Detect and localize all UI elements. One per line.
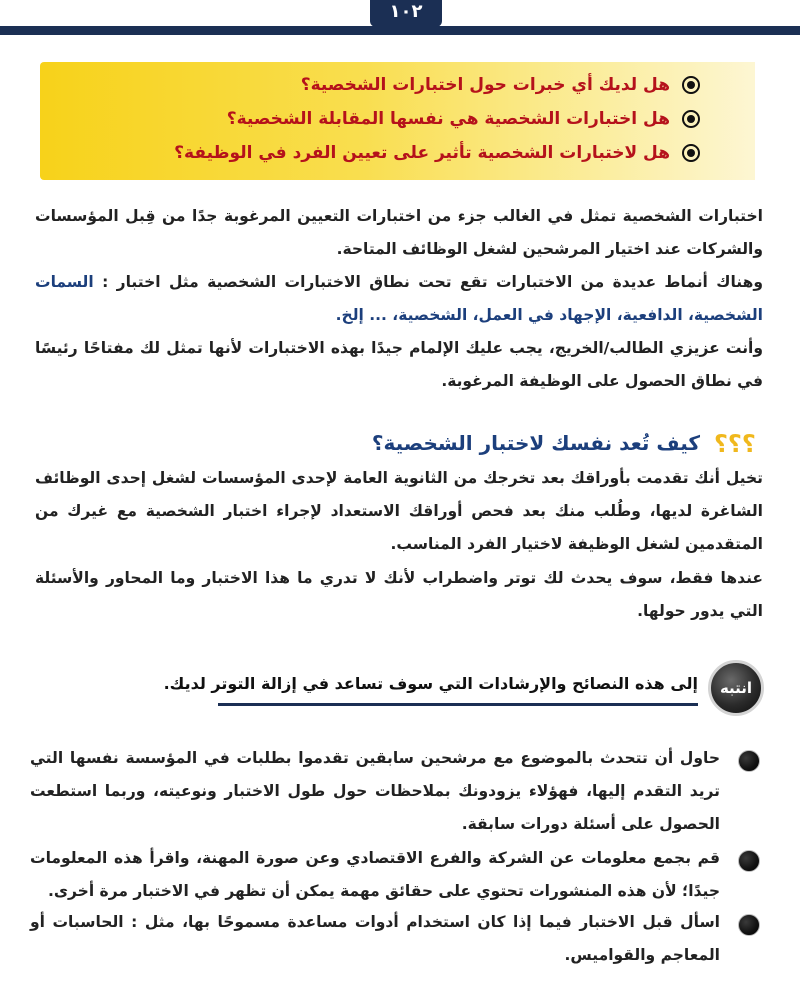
tip-item-1: حاول أن تتحدث بالموضوع مع مرشحين سابقين تقدموا بطلبات في المؤسسة نفسها التي تريد التقدم إليها، فهؤلاء يزودونك بملاحظات حول طول الاختبار ونوعيته، وربما استطعت الحصول على أسئلة دورات سابقة. bbox=[30, 749, 720, 833]
svg-text:؟؟؟: ؟؟؟ bbox=[714, 430, 756, 458]
personality-traits-highlight: السمات الشخصية، الدافعية، الإجهاد في العمل، الشخصية، ... إلخ. bbox=[35, 273, 763, 324]
page-header bbox=[0, 0, 800, 40]
bullet-dot-icon bbox=[738, 850, 760, 872]
attention-callout bbox=[144, 660, 764, 716]
question-item bbox=[174, 138, 700, 168]
section-paragraph-2: عندها فقط، سوف يحدث لك توتر واضطراب لأنك لا تدري ما هذا الاختبار وما المحاور والأسئلة التي يدور حولها. bbox=[35, 569, 763, 620]
page-number: ١٠٢ bbox=[370, 0, 442, 27]
question-marks-icon bbox=[710, 428, 760, 458]
question-text: هل لاختبارات الشخصية تأثير على تعيين الفرد في الوظيفة؟ bbox=[174, 143, 670, 163]
section-heading bbox=[372, 428, 760, 458]
intro-paragraph-2 bbox=[35, 266, 763, 332]
bullet-dot-icon bbox=[738, 914, 760, 936]
attention-badge-label: انتبه bbox=[719, 679, 753, 697]
intro-paragraph-3: وأنت عزيزي الطالب/الخريج، يجب عليك الإلمام جيدًا بهذه الاختبارات لأنها تمثل لك مفتاحًا رئيسًا في نطاق الحصول على الوظيفة المرغوبة. bbox=[35, 339, 763, 390]
section-paragraph-1: تخيل أنك تقدمت بأوراقك بعد تخرجك من الثانوية العامة لإحدى المؤسسات لشغل إحدى الوظائف الشاغرة لديها، وطُلب منك بعد فحص أوراقك الاستعداد لإجراء اختبار الشخصية مع غيرك من المتقدمين لشغل الوظيفة لاختيار الفرد المناسب. bbox=[35, 469, 763, 553]
attention-badge bbox=[708, 660, 764, 716]
attention-underline bbox=[218, 703, 698, 706]
tip-item-3: اسأل قبل الاختبار فيما إذا كان استخدام أدوات مساعدة مسموحًا بها، مثل : الحاسبات أو المعاجم والقواميس. bbox=[30, 913, 720, 964]
questions-box bbox=[40, 62, 755, 180]
target-bullet-icon bbox=[682, 76, 700, 94]
target-bullet-icon bbox=[682, 144, 700, 162]
intro-paragraph-2-lead: وهناك أنماط عديدة من الاختبارات تقع تحت نطاق الاختبارات الشخصية مثل اختبار : bbox=[102, 273, 763, 291]
tip-item-2: قم بجمع معلومات عن الشركة والفرع الاقتصادي وعن صورة المهنة، واقرأ هذه المعلومات جيدًا؛ لأن هذه المنشورات تحتوي على حقائق مهمة يمكن أن تظهر في الاختبار مرة أخرى. bbox=[30, 849, 720, 900]
section-title: كيف تُعد نفسك لاختبار الشخصية؟ bbox=[371, 431, 700, 455]
bullet-dot-icon bbox=[738, 750, 760, 772]
question-text: هل لديك أي خبرات حول اختبارات الشخصية؟ bbox=[300, 75, 670, 95]
intro-paragraph-1: اختبارات الشخصية تمثل في الغالب جزء من اختبارات التعيين المرغوبة جدًا من قِبل المؤسسات والشركات عند اختيار المرشحين لشغل الوظائف المتاحة. bbox=[35, 207, 763, 258]
header-rule bbox=[0, 26, 800, 35]
target-bullet-icon bbox=[682, 110, 700, 128]
question-item bbox=[301, 70, 700, 100]
question-item bbox=[227, 104, 700, 134]
question-text: هل اختبارات الشخصية هي نفسها المقابلة الشخصية؟ bbox=[226, 109, 670, 129]
attention-text: إلى هذه النصائح والإرشادات التي سوف تساعد في إزالة التوتر لديك. bbox=[163, 674, 698, 693]
